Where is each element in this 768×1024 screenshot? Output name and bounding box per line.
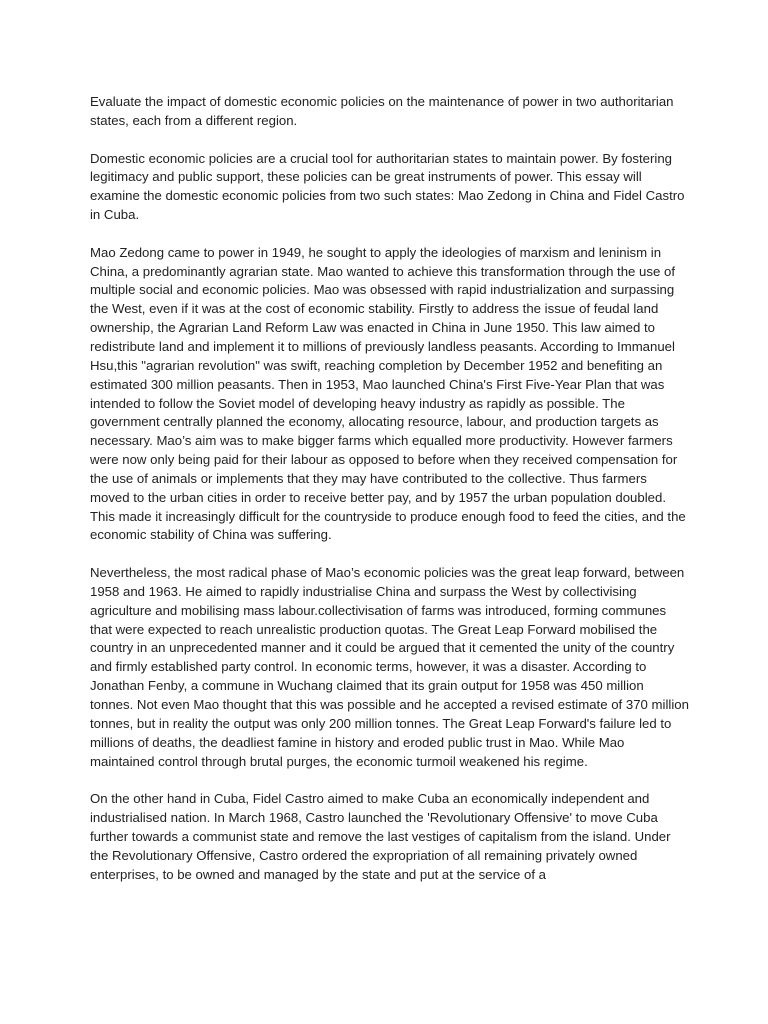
paragraph-great-leap-forward: Nevertheless, the most radical phase of Mao’s economic policies was the great leap forward, between 1958 and 1963. He aimed to rapidly industrialise China and surpass the West by collectivising agriculture and mobilising mass labour.collectivisation of farms was introduced, forming communes that were expected to reach unrealistic production quotas. The Great Leap Forward mobilised the country in an unprecedented manner and it could be argued that it cemented the unity of the country and firmly established party control. In economic terms, however, it was a disaster. According to Jonathan Fenby, a commune in Wuchang claimed that its grain output for 1958 was 450 million tonnes. Not even Mao thought that this was possible and he accepted a revised estimate of 370 million tonnes, but in reality the output was only 200 million tonnes. The Great Leap Forward's failure led to millions of deaths, the deadliest famine in history and eroded public trust in Mao. While Mao maintained control through brutal purges, the economic turmoil weakened his regime. [90,565,689,769]
paragraph-mao-land-reform: Mao Zedong came to power in 1949, he sought to apply the ideologies of marxism and leninism in China, a predominantly agrarian state. Mao wanted to achieve this transformation through the use of multiple social and economic policies. Mao was obsessed with rapid industrialization and surpassing the West, even if it was at the cost of economic stability. Firstly to address the issue of feudal land ownership, the Agrarian Land Reform Law was enacted in China in June 1950. This law aimed to redistribute land and implement it to millions of previously landless peasants. According to Immanuel Hsu,this "agrarian revolution" was swift, reaching completion by December 1952 and benefiting an estimated 300 million peasants. Then in 1953, Mao launched China's First Five-Year Plan that was intended to follow the Soviet model of developing heavy industry as rapidly as possible. The government centrally planned the economy, allocating resource, labour, and production targets as necessary. Mao’s aim was to make bigger farms which equalled more productivity. However farmers were now only being paid for their labour as opposed to before when they received compensation for the use of animals or implements that they may have contributed to the collective. Thus farmers moved to the urban cities in order to receive better pay, and by 1957 the urban population doubled. This made it increasingly difficult for the countryside to produce enough food to feed the cities, and the economic stability of China was suffering. [90,244,686,543]
paragraph-introduction: Domestic economic policies are a crucial tool for authoritarian states to maintain power. By fostering legitimacy and public support, these policies can be great instruments of power. This essay will examine the domestic economic policies from two such states: Mao Zedong in China and Fidel Castro in Cuba. [90,150,685,223]
essay-question: Evaluate the impact of domestic economic policies on the maintenance of power in two authoritarian states, each from a different region. [90,94,674,128]
essay-body [90,93,690,903]
paragraph-castro-cuba: On the other hand in Cuba, Fidel Castro aimed to make Cuba an economically independent and industrialised nation. In March 1968, Castro launched the 'Revolutionary Offensive' to move Cuba further towards a communist state and remove the last vestiges of capitalism from the island. Under the Revolutionary Offensive, Castro ordered the expropriation of all remaining privately owned enterprises, to be owned and managed by the state and put at the service of a [90,791,671,882]
